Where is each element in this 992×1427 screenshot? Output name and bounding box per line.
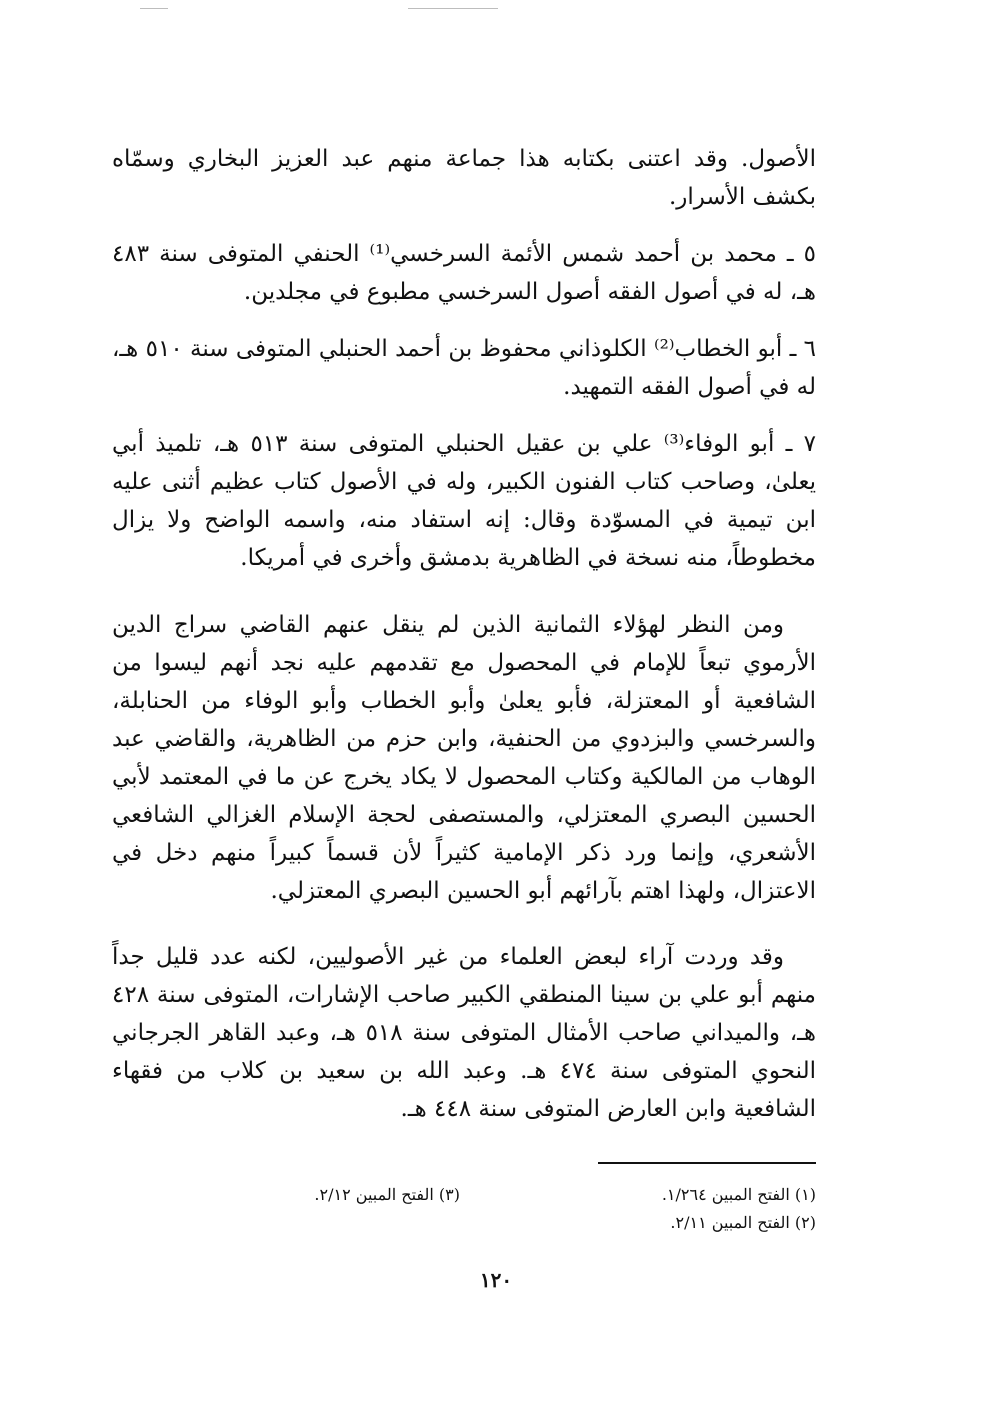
paragraph-2-text: وقد وردت آراء لبعض العلماء من غير الأصوليين، لكنه عدد قليل جداً منهم أبو علي بن سينا المنطقي الكبير صاحب الإشارات، المتوفى سنة ٤٢٨ هـ، والميداني صاحب الأمثال المتوفى سنة ٥١٨ هـ، وعبد القاهر الجرجاني النحوي المتوفى سنة ٤٧٤ هـ. وعبد الله بن سعيد بن كلاب من فقهاء الشافعية وابن العارض المتوفى سنة ٤٤٨ هـ. — [112, 944, 816, 1122]
footnote-3: (٣) الفتح المبين ٢/١٢. — [314, 1185, 460, 1204]
footnote-separator — [598, 1162, 816, 1164]
body-paragraph-2 — [112, 938, 816, 1128]
list-item-5 — [112, 235, 816, 311]
footnote-2: (٢) الفتح المبين ٢/١١. — [670, 1213, 816, 1232]
body-paragraph-1 — [112, 606, 816, 910]
continuation-text: الأصول. وقد اعتنى بكتابه هذا جماعة منهم عبد العزيز البخاري وسمّاه بكشف الأسرار. — [112, 146, 816, 210]
item-continuation — [112, 140, 816, 216]
top-rule-right — [408, 8, 498, 9]
paragraph-1-text: ومن النظر لهؤلاء الثمانية الذين لم ينقل عنهم القاضي سراج الدين الأرموي تبعاً للإمام في المحصول مع تقدمهم عليه نجد أنهم ليسوا من الشافعية أو المعتزلة، فأبو يعلىٰ وأبو الخطاب وأبو الوفاء من الحنابلة، والسرخسي والبزدوي من الحنفية، وابن حزم من الظاهرية، والقاضي عبد الوهاب من المالكية وكتاب المحصول لا يكاد يخرج عن ما في المعتمد لأبي الحسين البصري المعتزلي، والمستصفى لحجة الإسلام الغزالي الشافعي الأشعري، وإنما ورد ذكر الإمامية كثيراً لأن قسماً كبيراً منهم دخل في الاعتزال، ولهذا اهتم بآرائهم أبو الحسين البصري المعتزلي. — [112, 612, 816, 904]
page-number: ١٢٠ — [479, 1268, 513, 1292]
footnote-1: (١) الفتح المبين ١/٢٦٤. — [661, 1185, 816, 1204]
top-rule-left — [140, 8, 168, 9]
item-6-text: ٦ ـ أبو الخطاب⁽²⁾ الكلوذاني محفوظ بن أحمد الحنبلي المتوفى سنة ٥١٠ هـ، له في أصول الفقه التمهيد. — [112, 336, 816, 400]
list-item-6 — [112, 330, 816, 406]
item-7-text: ٧ ـ أبو الوفاء⁽³⁾ علي بن عقيل الحنبلي المتوفى سنة ٥١٣ هـ، تلميذ أبي يعلىٰ، وصاحب كتاب الفنون الكبير، وله في الأصول كتاب عظيم أثنى عليه ابن تيمية في المسوّدة وقال: إنه استفاد منه، واسمه الواضح ولا يزال مخطوطاً، منه نسخة في الظاهرية بدمشق وأخرى في أمريكا. — [112, 431, 817, 571]
item-5-text: ٥ ـ محمد بن أحمد شمس الأئمة السرخسي⁽¹⁾ الحنفي المتوفى سنة ٤٨٣ هـ، له في أصول الفقه أصول السرخسي مطبوع في مجلدين. — [112, 241, 817, 305]
list-item-7 — [112, 425, 816, 577]
